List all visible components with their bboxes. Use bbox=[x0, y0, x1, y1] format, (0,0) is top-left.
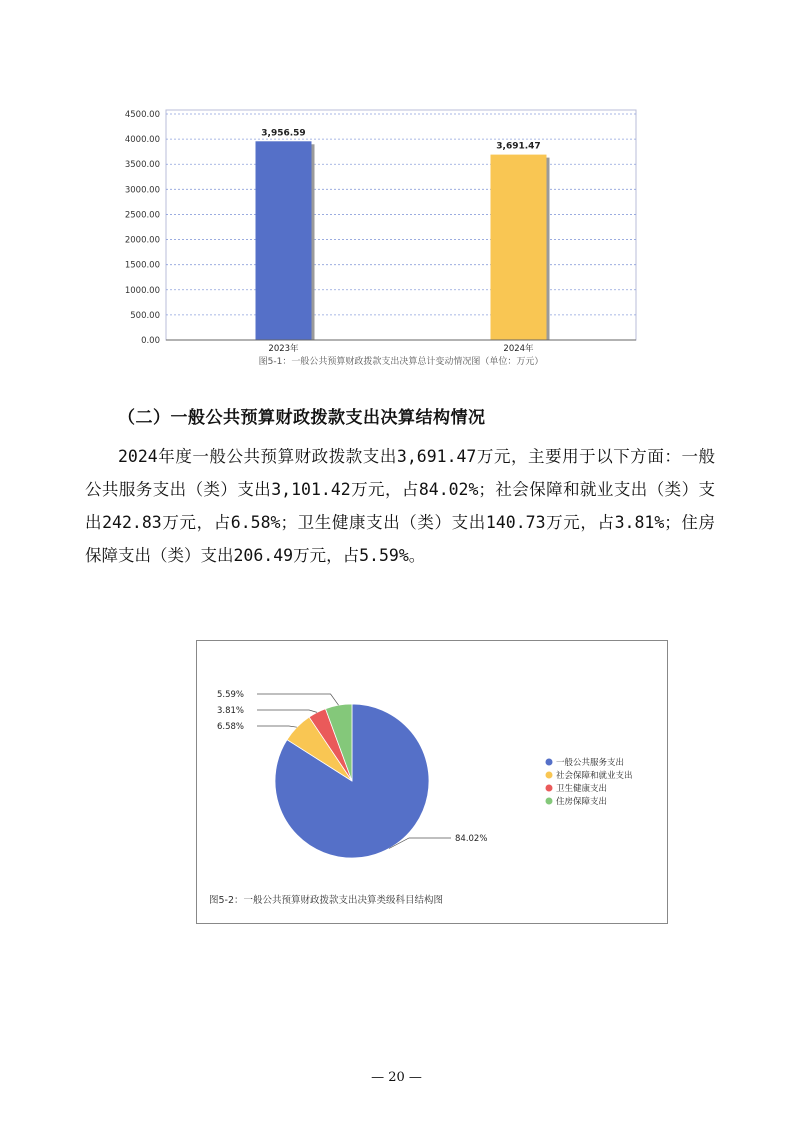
chart-caption: 图5-1：一般公共预算财政拨款支出决算总计变动情况图（单位：万元） bbox=[258, 357, 544, 367]
y-tick-label: 4500.00 bbox=[124, 110, 160, 120]
leader-line bbox=[257, 694, 339, 705]
y-tick-label: 0.00 bbox=[141, 336, 160, 346]
x-tick-label: 2024年 bbox=[503, 344, 534, 354]
slice-label: 3.81% bbox=[217, 706, 245, 716]
y-tick-label: 2000.00 bbox=[124, 235, 160, 246]
leader-line bbox=[257, 726, 297, 727]
chart-caption: 图5-2：一般公共预算财政拨款支出决算类级科目结构图 bbox=[209, 895, 444, 906]
leader-line bbox=[257, 710, 317, 712]
y-tick-label: 1000.00 bbox=[124, 285, 160, 296]
page-number: — 20 — bbox=[371, 1070, 422, 1085]
legend-marker bbox=[546, 798, 553, 805]
bar-data-label: 3,691.47 bbox=[496, 141, 541, 152]
legend-label: 卫生健康支出 bbox=[556, 784, 608, 794]
legend-marker bbox=[546, 759, 553, 766]
legend-label: 一般公共服务支出 bbox=[556, 758, 625, 768]
bar bbox=[491, 155, 547, 340]
slice-label: 6.58% bbox=[217, 722, 245, 732]
legend-label: 社会保障和就业支出 bbox=[556, 771, 633, 781]
bar bbox=[256, 141, 312, 340]
y-tick-label: 1500.00 bbox=[124, 260, 160, 271]
legend-label: 住房保障支出 bbox=[556, 797, 608, 807]
y-tick-label: 3500.00 bbox=[124, 160, 160, 171]
plot-area bbox=[166, 110, 636, 340]
y-tick-label: 500.00 bbox=[130, 310, 160, 321]
bar-chart bbox=[118, 98, 648, 383]
bar-data-label: 3,956.59 bbox=[261, 128, 306, 139]
legend-marker bbox=[546, 772, 553, 779]
legend-marker bbox=[546, 785, 553, 792]
pie-chart-svg bbox=[197, 641, 667, 923]
y-tick-label: 3000.00 bbox=[124, 185, 160, 196]
y-tick-label: 2500.00 bbox=[124, 210, 160, 221]
bar-chart-svg bbox=[118, 98, 648, 383]
slice-label: 5.59% bbox=[217, 690, 245, 700]
x-tick-label: 2023年 bbox=[268, 344, 299, 354]
body-paragraph: 2024年度一般公共预算财政拨款支出3,691.47万元，主要用于以下方面：一般公共服务支出（类）支出3,101.42万元，占84.02%；社会保障和就业支出（类）支出242.83万元，占6.58%；卫生健康支出（类）支出140.73万元，占3.81%；住房保障支出（类）支出206.49万元，占5.59%。 bbox=[85, 447, 715, 565]
y-tick-label: 4000.00 bbox=[124, 135, 160, 146]
slice-label: 84.02% bbox=[455, 834, 488, 844]
section-title: （二）一般公共预算财政拨款支出决算结构情况 bbox=[118, 408, 486, 428]
pie-chart bbox=[196, 640, 668, 924]
